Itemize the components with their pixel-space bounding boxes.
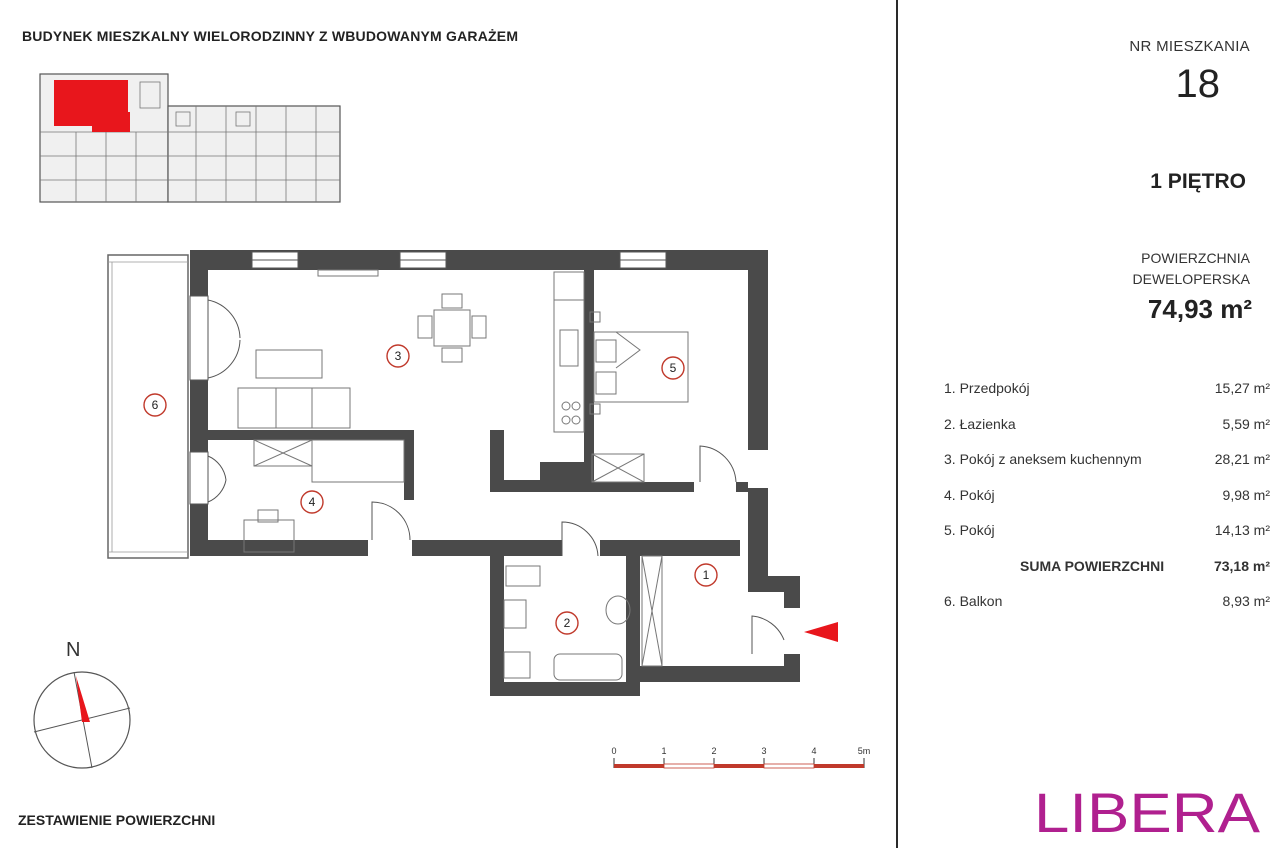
room-name: 3. Pokój z aneksem kuchennym bbox=[944, 451, 1142, 467]
compass bbox=[30, 636, 140, 776]
scale-label-2: 2 bbox=[711, 746, 717, 756]
scale-bar bbox=[606, 744, 876, 774]
area-label-line-2: DEWELOPERSKA bbox=[1132, 271, 1250, 287]
room-number-2: 2 bbox=[563, 616, 571, 630]
scale-label-1: 1 bbox=[661, 746, 667, 756]
room-list bbox=[944, 380, 1270, 629]
room-row bbox=[944, 593, 1270, 629]
room-number-3: 3 bbox=[394, 349, 402, 363]
walls bbox=[190, 250, 800, 696]
room-area: 5,59 m² bbox=[1222, 415, 1270, 432]
balcony bbox=[108, 255, 188, 558]
room-area: 14,13 m² bbox=[1214, 522, 1270, 538]
room-area: 8,93 m² bbox=[1222, 593, 1270, 609]
info-panel bbox=[898, 0, 1280, 848]
room-number-4: 4 bbox=[308, 495, 316, 509]
area-sum-row bbox=[944, 558, 1270, 594]
area-sum-value: 73,18 m² bbox=[1213, 557, 1270, 574]
libera-logo bbox=[1034, 780, 1264, 840]
room-number-1: 1 bbox=[702, 568, 710, 582]
room-number-6: 6 bbox=[151, 398, 159, 412]
room-number-5: 5 bbox=[669, 361, 677, 375]
compass-needle-icon bbox=[76, 676, 90, 722]
room-area: 28,21 m² bbox=[1214, 451, 1270, 467]
room-row bbox=[944, 380, 1270, 416]
scale-label-4: 4 bbox=[811, 746, 817, 756]
building-title: BUDYNEK MIESZKALNY WIELORODZINNY Z WBUDOWANYM GARAŻEM bbox=[22, 28, 519, 44]
room-name: 1. Przedpokój bbox=[944, 380, 1030, 396]
area-label bbox=[898, 248, 1250, 290]
room-row bbox=[944, 522, 1270, 558]
room-area: 15,27 m² bbox=[1214, 380, 1270, 396]
logo-text: LIBERA bbox=[1034, 781, 1261, 840]
floor-label: 1 PIĘTRO bbox=[1150, 170, 1246, 193]
scale-label-3: 3 bbox=[761, 746, 767, 756]
room-row bbox=[944, 416, 1270, 452]
compass-north-label: N bbox=[66, 639, 81, 661]
room-name: 6. Balkon bbox=[944, 593, 1003, 609]
area-label-line-1: POWIERZCHNIA bbox=[1141, 250, 1250, 266]
room-row bbox=[944, 451, 1270, 487]
scale-label-0: 0 bbox=[611, 746, 617, 756]
area-value: 74,93 m² bbox=[1147, 294, 1252, 324]
room-area: 9,98 m² bbox=[1222, 486, 1270, 503]
room-name: 4. Pokój bbox=[944, 486, 995, 503]
room-name: 2. Łazienka bbox=[944, 415, 1016, 432]
entrance-arrow-icon bbox=[804, 622, 838, 642]
room-row bbox=[944, 487, 1270, 523]
area-sum-label: SUMA POWIERZCHNI bbox=[1020, 557, 1165, 574]
summary-title: ZESTAWIENIE POWIERZCHNI bbox=[18, 812, 216, 828]
scale-label-5m: 5m bbox=[857, 746, 871, 756]
room-name: 5. Pokój bbox=[944, 522, 995, 538]
apartment-number-label: NR MIESZKANIA bbox=[1129, 38, 1250, 55]
apartment-number: 18 bbox=[1175, 62, 1220, 106]
